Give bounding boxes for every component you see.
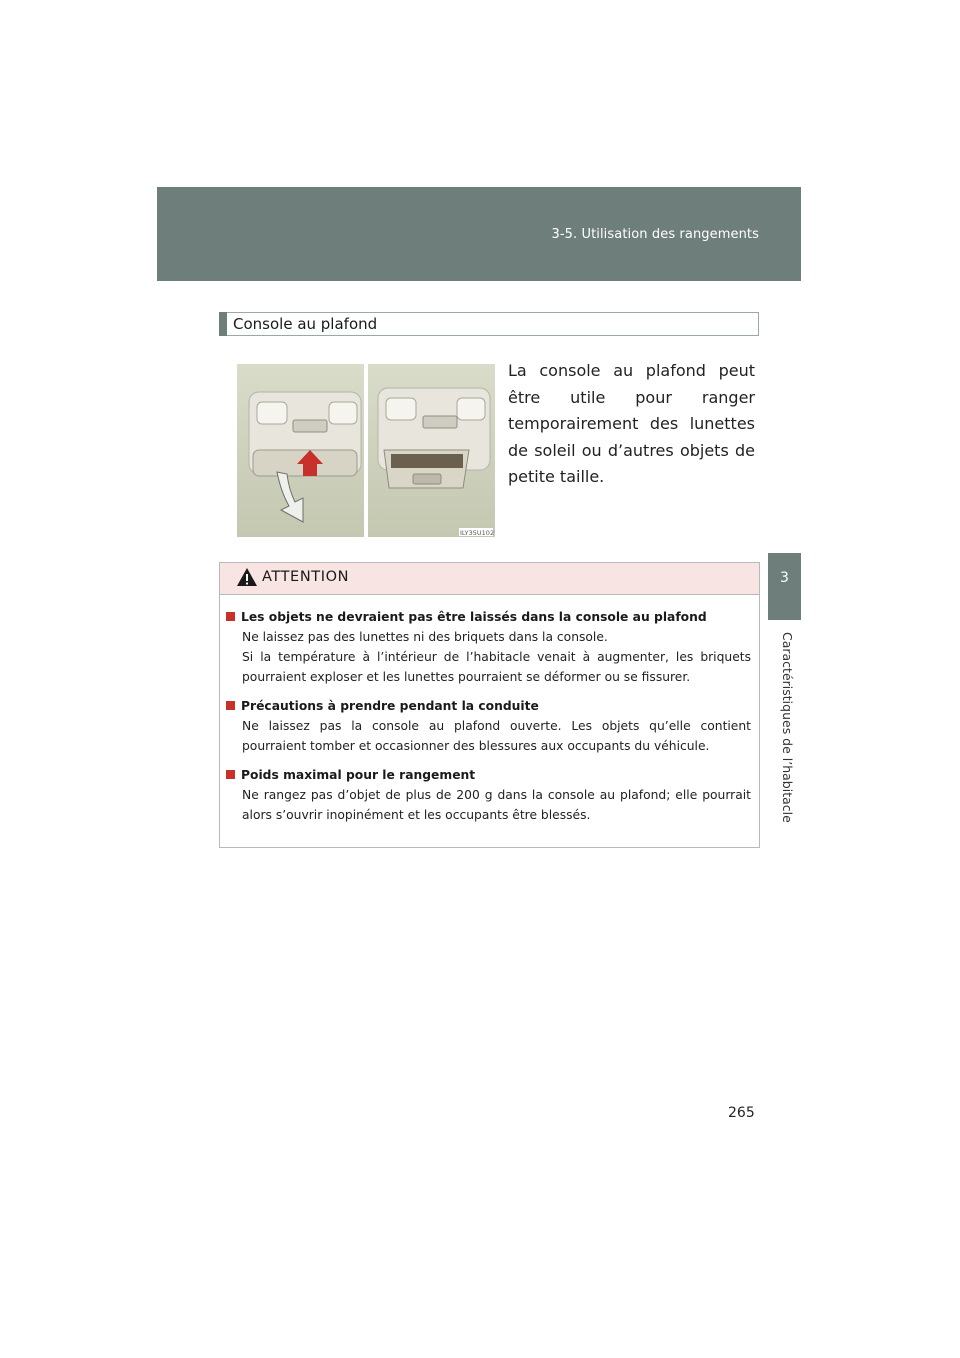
caution-header [220,563,759,595]
page-number: 265 [728,1105,755,1121]
caution-item [226,696,751,756]
overhead-console-illustration [237,364,495,537]
chapter-tab-label: Caractéristiques de l’habitacle [780,632,795,823]
square-bullet-icon [226,770,235,779]
caution-item-title: Les objets ne devraient pas être laissés dans la console au plafond [241,610,707,624]
caution-item-title: Poids maximal pour le rangement [241,768,476,782]
square-bullet-icon [226,612,235,621]
caution-item-text: Ne laissez pas des lunettes ni des briquets dans la console. [242,630,608,644]
chapter-header-band [157,187,801,281]
caution-item-text: Si la température à l’intérieur de l’habitacle venait à augmenter, les briquets pourraient exploser et les lunettes pourraient se déformer ou se fissurer. [242,650,751,684]
warning-triangle-icon [236,567,258,591]
figure-code: ILY35U102 [460,529,495,537]
chapter-tab-number: 3 [768,553,801,620]
caution-item [226,607,751,687]
caution-box [219,562,760,848]
caution-title: ATTENTION [262,569,350,585]
section-title: 3-5. Utilisation des rangements [551,227,759,242]
heading-marker [219,312,227,336]
caution-item-title: Précautions à prendre pendant la conduite [241,699,539,713]
square-bullet-icon [226,701,235,710]
caution-item-text: Ne rangez pas d’objet de plus de 200 g dans la console au plafond; elle pourrait alors s’ouvrir inopinément et les occupants être blessés. [242,788,751,822]
section-heading [219,312,759,336]
section-description: La console au plafond peut être utile pour ranger temporairement des lunettes de soleil ou d’autres objets de petite taille. [508,361,755,486]
caution-item [226,765,751,825]
section-heading-title: Console au plafond [233,315,378,333]
caution-item-text: Ne laissez pas la console au plafond ouverte. Les objets qu’elle contient pourraient tomber et occasionner des blessures aux occupants du véhicule. [242,719,751,753]
